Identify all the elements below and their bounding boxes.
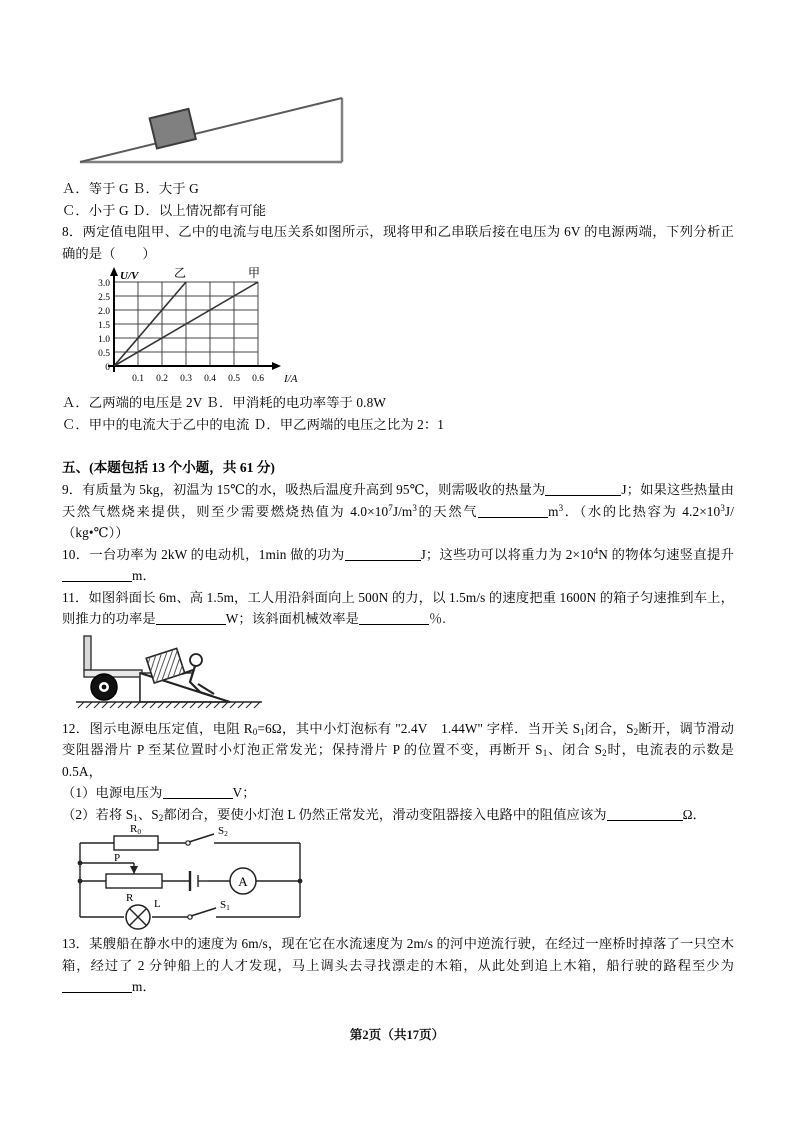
- q12-p1-text: （1）电源电压为: [62, 785, 163, 800]
- q11-text-2: W；该斜面机械效率是: [225, 611, 360, 626]
- series-label-yi: 乙: [174, 266, 187, 280]
- page-content: [62, 70, 734, 998]
- q13-text-1: 13．某艘船在静水中的速度为 6m/s，现在它在水流速度为 2m/s 的河中逆流行驶，在经过一座桥时掉落了一只空木箱，经过了 2 分钟船上的人才发现，马上调头去寻找漂走的木箱，从此处到追上木箱，船行驶的路程至少为: [62, 936, 734, 973]
- q12-text-1: 12．图示电源电压定值，电阻 R: [62, 720, 253, 736]
- q10-sup-1: 4: [593, 545, 599, 556]
- svg-text:1.5: 1.5: [98, 321, 110, 331]
- resistor-r0: [114, 836, 158, 850]
- question-12-part-1: [62, 782, 734, 804]
- question-12: [62, 718, 734, 783]
- q12-sub-4: 1: [542, 748, 548, 758]
- node-left-upper: [78, 861, 83, 866]
- cart-backboard: [84, 636, 91, 670]
- q9-text-7: J/（kg•℃））: [62, 503, 734, 540]
- q9-text-2: J；如果这些热量由天然气燃烧来提供，则至少需要燃烧热值为 4.0×10: [62, 482, 735, 519]
- box-on-ramp: [146, 648, 184, 683]
- svg-text:0.6: 0.6: [252, 374, 264, 384]
- inclined-plane-svg: [62, 70, 402, 175]
- ground-hatching: [78, 702, 260, 708]
- q9-blank-1[interactable]: [545, 482, 621, 496]
- q9-text-3: J/m: [392, 503, 413, 519]
- triangle-hypotenuse: [80, 98, 342, 162]
- q7-option-line-1: Ａ．等于 G Ｂ．大于 G: [62, 181, 199, 196]
- svg-text:0.5: 0.5: [228, 374, 240, 384]
- q12-p2-sub-2: 2: [158, 812, 164, 823]
- q9-text-1: 9．有质量为 5kg，初温为 15℃的水，吸热后温度升高到 95℃，则需吸收的热量为: [62, 482, 546, 497]
- svg-text:0.4: 0.4: [204, 374, 216, 384]
- q12-p2-sub-1: 1: [133, 812, 138, 823]
- cart-bed: [84, 670, 142, 677]
- resistor-r0-label: R0: [130, 825, 142, 836]
- q9-text-4: 的天然气: [416, 503, 479, 519]
- worker-head: [190, 654, 202, 666]
- question-13: [62, 933, 734, 998]
- svg-text:0.1: 0.1: [132, 374, 144, 384]
- q12-p2-blank[interactable]: [607, 807, 683, 821]
- figure-current-voltage-graph: [62, 264, 734, 392]
- question-10: [62, 544, 734, 587]
- q13-blank[interactable]: [62, 979, 132, 993]
- y-axis-label: U/V: [120, 270, 139, 282]
- uv-ia-graph-svg: [62, 264, 322, 390]
- section-spacer: [62, 435, 734, 457]
- q10-blank-2[interactable]: [62, 568, 132, 582]
- section-heading-five: 五、(本题包括 13 个小题，共 61 分): [62, 460, 275, 475]
- series-label-jia: 甲: [248, 266, 261, 280]
- q12-sub-5: 2: [602, 748, 607, 758]
- switch-s1-label: S1: [220, 899, 230, 912]
- x-axis-label: I/A: [284, 373, 298, 385]
- x-tick-labels: [132, 374, 264, 384]
- q8-option-line-1: Ａ．乙两端的电压是 2V Ｂ．甲消耗的电功率等于 0.8W: [62, 395, 386, 410]
- x-axis-arrow: [272, 362, 281, 370]
- wheel-hub-inner: [102, 684, 107, 689]
- figure-ramp-cart-worker: [62, 630, 734, 718]
- q12-text-5: 、闭合 S: [547, 742, 603, 757]
- q10-blank-1[interactable]: [345, 547, 421, 561]
- q12-p2-text-b: 、S: [137, 806, 159, 822]
- question-11: [62, 587, 734, 630]
- switch-s1-lever[interactable]: [191, 908, 216, 916]
- slider-label-p: P: [114, 852, 121, 864]
- q12-text-2: =6Ω，其中小灯泡标有 "2.4V 1.44W" 字样．当开关 S: [257, 720, 581, 736]
- q9-text-5: m: [548, 503, 559, 519]
- q8-option-line-2: Ｃ．甲中的电流大于乙中的电流 Ｄ．甲乙两端的电压之比为 2：1: [62, 416, 445, 432]
- q9-sup-1: 7: [388, 502, 393, 513]
- question-12-part-2: [62, 804, 734, 826]
- q12-text-3: 闭合，S: [584, 720, 634, 736]
- y-axis-arrow: [110, 267, 118, 276]
- q12-sub-1: 0: [252, 726, 258, 737]
- svg-text:0.2: 0.2: [156, 374, 168, 384]
- q10-text-1: 10．一台功率为 2kW 的电动机，1min 做的功为: [62, 546, 345, 562]
- page-footer: 第2页（共17页）: [349, 1028, 445, 1042]
- svg-text:2.5: 2.5: [98, 293, 110, 303]
- node-right-mid: [298, 879, 303, 884]
- q9-text-6: ．（水的比热容为 4.2×10: [563, 503, 721, 519]
- q11-blank-1[interactable]: [156, 611, 226, 625]
- q11-text-1: 11．如图斜面长 6m、高 1.5m，工人用沿斜面向上 500N 的力，以 1.5m/s 的速度把重 1600N 的箱子匀速推到车上，则推力的功率是: [62, 589, 734, 626]
- svg-text:2.0: 2.0: [98, 307, 110, 317]
- switch-s2-label: S2: [218, 825, 228, 838]
- lamp-label: L: [154, 898, 161, 910]
- q10-text-3: N 的物体匀速竖直提升: [598, 546, 734, 562]
- question-9: [62, 479, 734, 544]
- rheostat-r: [106, 874, 162, 888]
- slider-arrow-p[interactable]: [130, 866, 138, 874]
- q9-sup-2: 3: [412, 502, 417, 513]
- q12-p2-text-a: （2）若将 S: [62, 806, 134, 822]
- ammeter-label: A: [238, 874, 248, 889]
- q12-text-6: 时，电流表的示数是 0.5A，: [62, 742, 734, 779]
- figure-inclined-plane-block: [62, 70, 734, 178]
- svg-text:0: 0: [105, 363, 110, 373]
- q11-blank-2[interactable]: [359, 611, 429, 625]
- q12-p2-unit: Ω．: [682, 806, 707, 822]
- y-tick-labels: [98, 279, 110, 373]
- switch-s2-lever[interactable]: [189, 834, 214, 842]
- rheostat-label-r: R: [126, 892, 134, 904]
- q7-option-line-2: Ｃ．小于 G Ｄ．以上情况都有可能: [62, 202, 267, 218]
- q10-text-4: m．: [132, 568, 156, 583]
- q13-text-2: m．: [132, 979, 156, 994]
- battery: [190, 871, 208, 891]
- q12-p2-text-c: 都闭合，要使小灯泡 L 仍然正常发光，滑动变阻器接入电路中的阻值应该为: [163, 806, 607, 822]
- svg-text:1.0: 1.0: [98, 335, 110, 345]
- q10-text-2: J；这些功可以将重力为 2×10: [420, 546, 594, 562]
- ramp-cart-svg: [62, 630, 322, 716]
- svg-text:0.3: 0.3: [180, 374, 192, 384]
- block-on-slope: [150, 109, 196, 149]
- q9-sup-3: 3: [558, 502, 564, 513]
- node-left-mid: [78, 879, 83, 884]
- circuit-svg: [62, 825, 337, 931]
- q11-text-3: ％.: [429, 611, 446, 626]
- q12-sub-3: 2: [633, 726, 639, 737]
- q12-text-4: 断开，调节滑动变阻器滑片 P 至某位置时小灯泡正常发光；保持滑片 P 的位置不变，再断开 S: [62, 720, 735, 757]
- q12-p1-unit: V；: [232, 785, 256, 800]
- question-8-stem: 8．两定值电阻甲、乙中的电流与电压关系如图所示，现将甲和乙串联后接在电压为 6V 的电源两端，下列分析正确的是（ ）: [62, 224, 734, 261]
- q12-sub-2: 1: [580, 726, 585, 737]
- svg-text:0.5: 0.5: [98, 349, 110, 359]
- svg-text:3.0: 3.0: [98, 279, 110, 289]
- q9-sup-4: 3: [720, 502, 725, 513]
- q12-p1-blank[interactable]: [163, 785, 233, 799]
- q9-blank-2[interactable]: [478, 504, 548, 518]
- figure-circuit-diagram: [62, 825, 734, 933]
